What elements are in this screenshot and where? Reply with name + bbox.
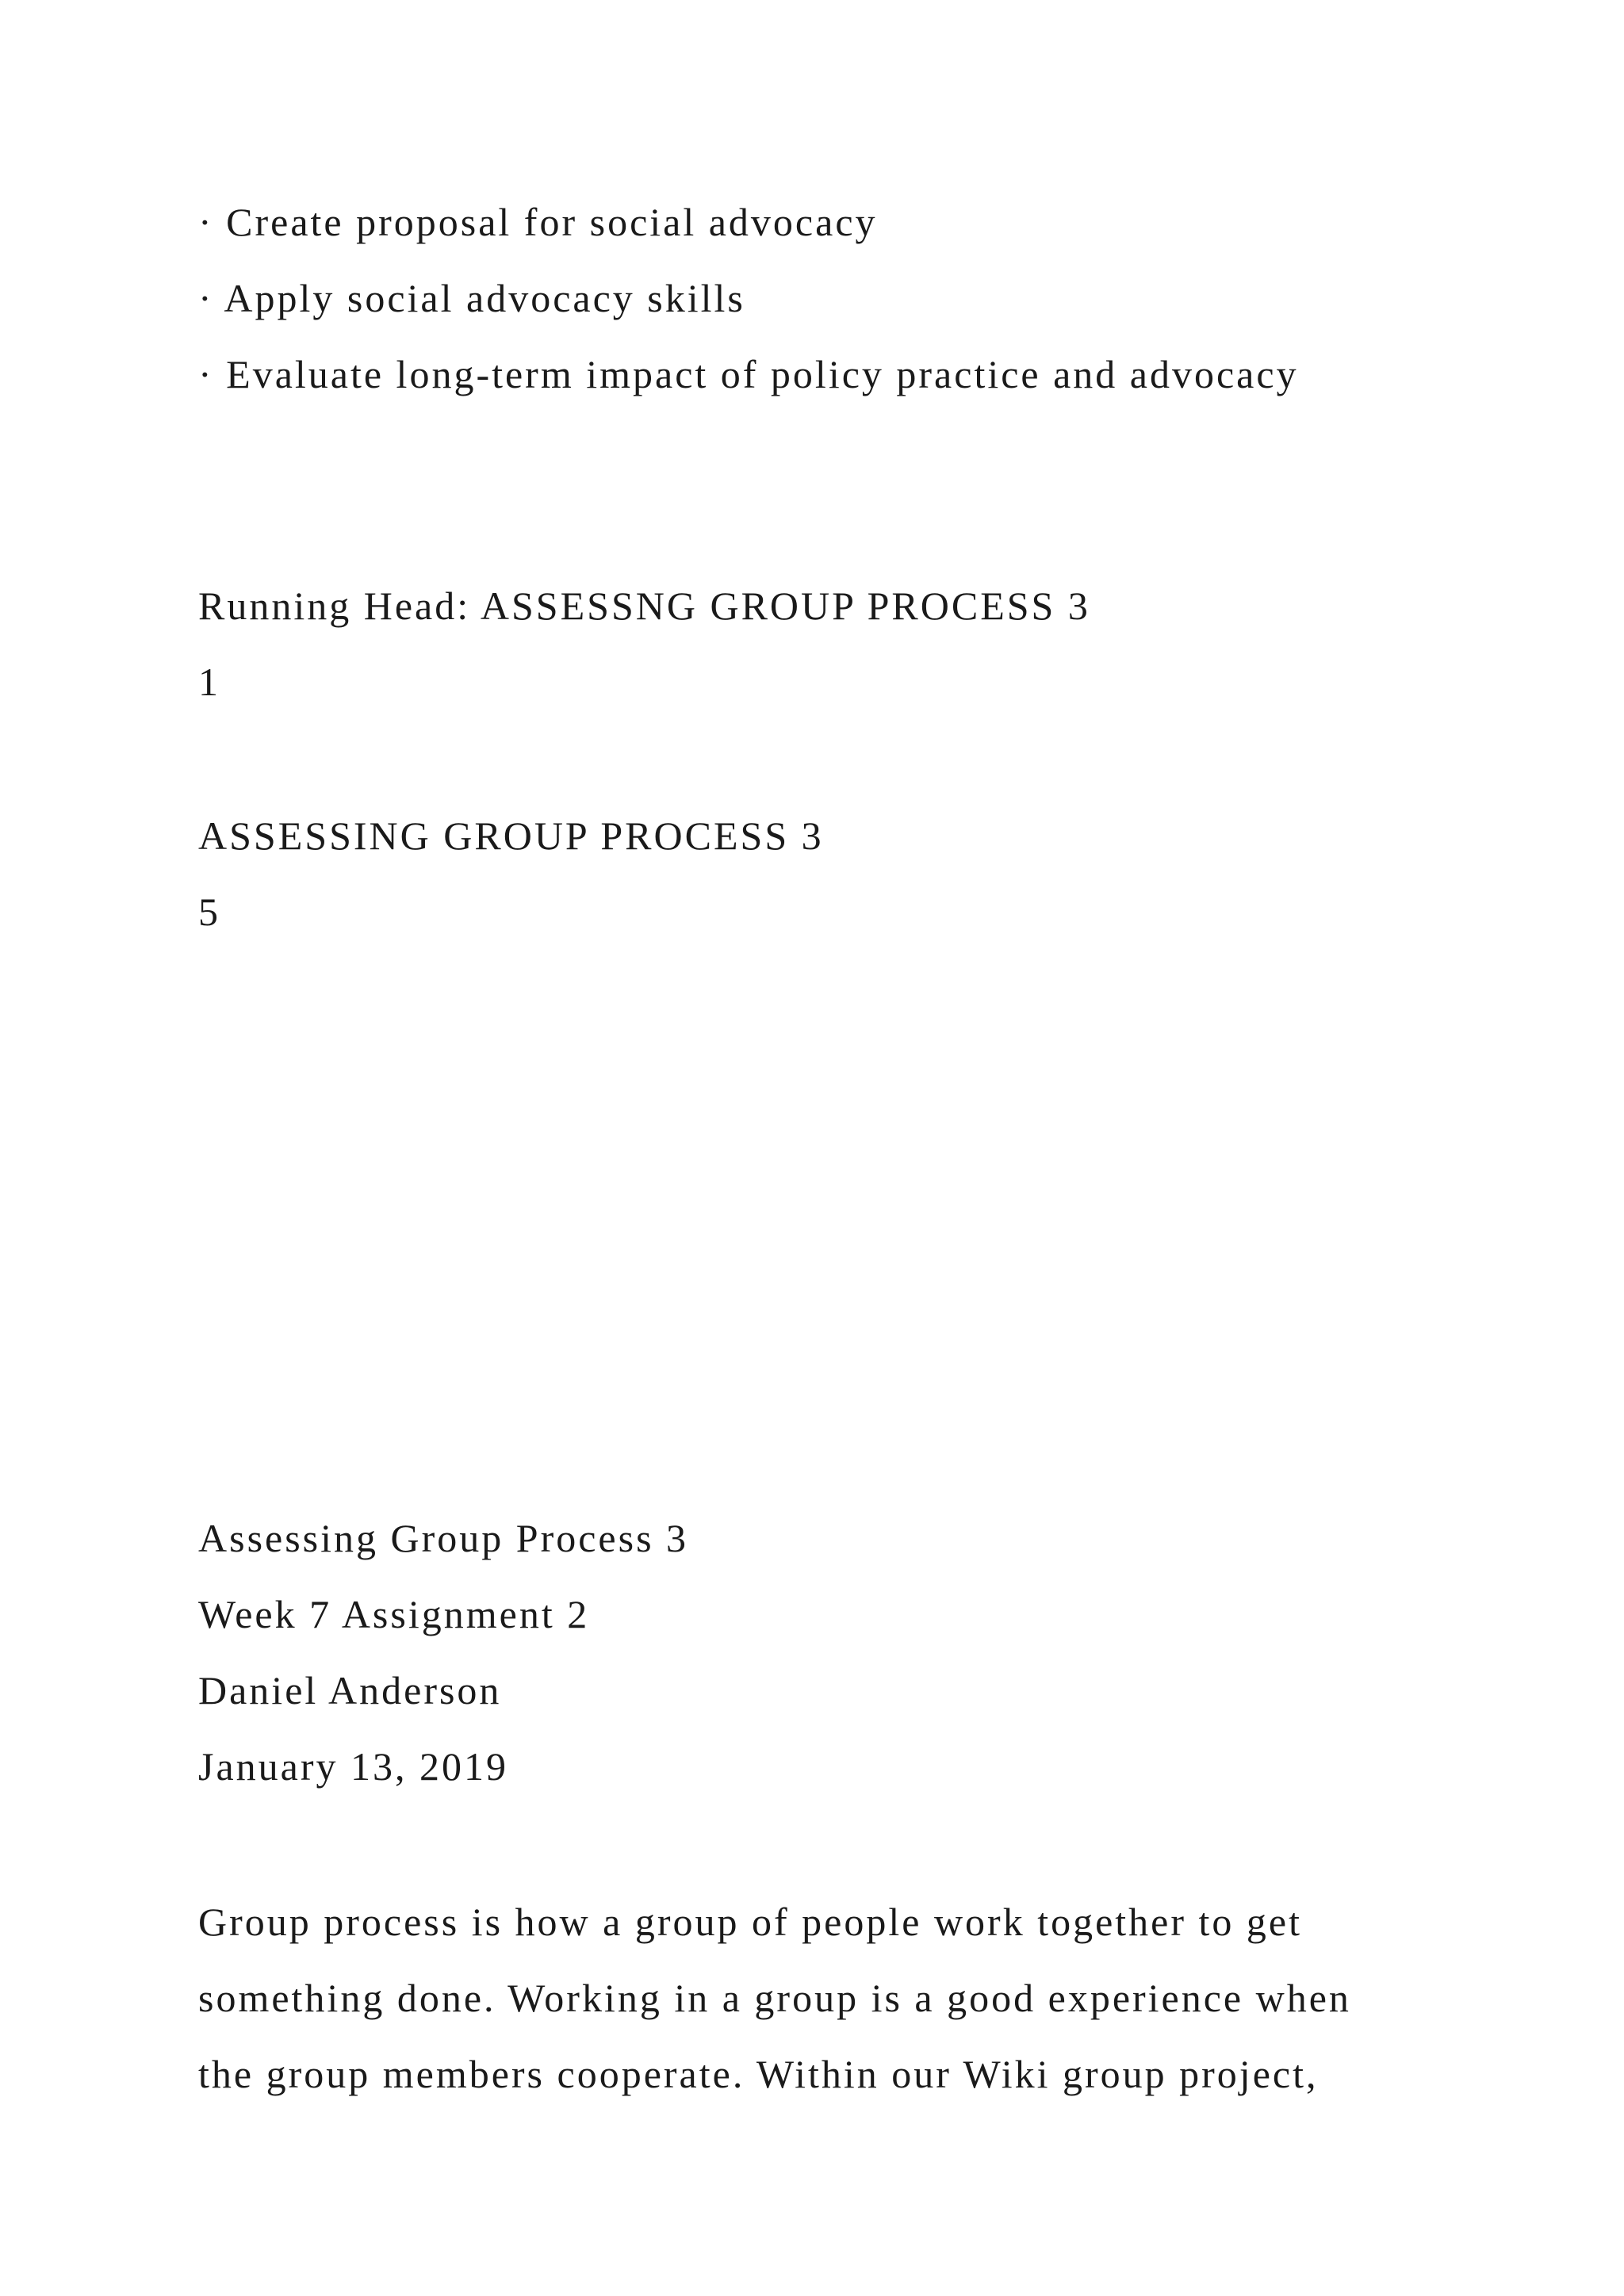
page-number: 5 [198,890,220,934]
body-text-line: the group members cooperate. Within our Wiki group project, [198,2052,1319,2096]
objective-item: · Create proposal for social advocacy [198,200,878,244]
objective-item: · Evaluate long-term impact of policy practice and advocacy [198,352,1299,396]
objective-item: · Apply social advocacy skills [198,276,745,320]
document-date: January 13, 2019 [198,1744,508,1789]
document-title: Assessing Group Process 3 [198,1516,689,1560]
page-number: 1 [198,660,220,704]
body-text-line: Group process is how a group of people work together to get [198,1900,1302,1944]
author-name: Daniel Anderson [198,1668,502,1712]
assignment-label: Week 7 Assignment 2 [198,1592,590,1636]
page-header-title: ASSESSING GROUP PROCESS 3 [198,813,824,858]
running-head: Running Head: ASSESSNG GROUP PROCESS 3 [198,584,1090,628]
body-text-line: something done. Working in a group is a good experience when [198,1976,1351,2020]
